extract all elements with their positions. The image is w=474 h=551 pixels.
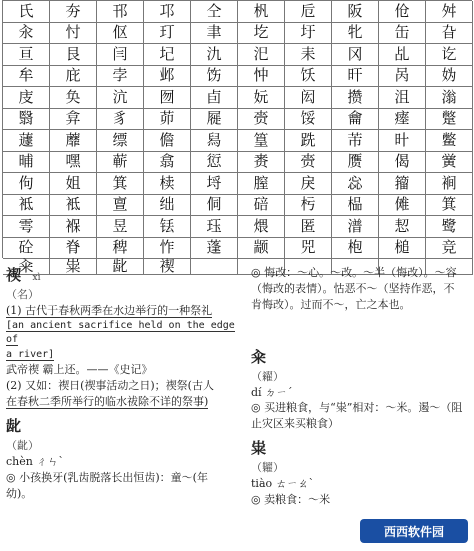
grid-cell: 煨	[238, 216, 285, 238]
grid-cell: 惢	[332, 173, 379, 195]
grid-cell: 匿	[285, 216, 332, 238]
grid-cell: 滃	[426, 87, 473, 109]
grid-cell: 忖	[50, 23, 97, 45]
grid-cell: 旪	[379, 130, 426, 152]
grid-cell: 傩	[379, 195, 426, 217]
grid-cell: 饫	[285, 66, 332, 88]
grid-cell: 雩	[3, 216, 50, 238]
grid-cell: 仝	[191, 1, 238, 23]
entry-headword: 龀	[6, 416, 22, 435]
grid-cell: 榀	[332, 195, 379, 217]
grid-cell: 奂	[50, 87, 97, 109]
definition-line: 在春秋二季所举行的临水祓除不详的祭事)	[6, 395, 209, 408]
grid-cell: 耒	[285, 44, 332, 66]
grid-cell: 圩	[285, 23, 332, 45]
grid-cell: 蕲	[97, 152, 144, 174]
grid-cell: 枹	[332, 238, 379, 260]
grid-cell: 赍	[285, 152, 332, 174]
grid-cell: 佝	[3, 173, 50, 195]
grid-cell: 芾	[332, 130, 379, 152]
grid-cell: 屣	[191, 109, 238, 131]
grid-cell: 儋	[144, 130, 191, 152]
grid-cell: 瘗	[379, 109, 426, 131]
grid-cell: 氏	[3, 1, 50, 23]
definition-line: ◎ 悔改：～心。～改。～半（悔改）。～容	[251, 266, 457, 279]
grid-cell: 闳	[285, 87, 332, 109]
grid-cell: 颛	[238, 238, 285, 260]
grid-cell: 舄	[191, 130, 238, 152]
grid-cell: 邺	[144, 66, 191, 88]
grid-cell: 碚	[238, 195, 285, 217]
grid-cell: 讫	[426, 44, 473, 66]
grid-cell: 呙	[379, 66, 426, 88]
grid-cell: 旰	[332, 66, 379, 88]
grid-cell: 怍	[144, 238, 191, 260]
entry-pinyin: xì	[32, 273, 41, 283]
grid-cell: 竞	[426, 238, 473, 260]
definition-line: （悔改的表情）。怙恶不～（坚持作恶，不	[251, 281, 455, 295]
grid-cell: 蘼	[50, 130, 97, 152]
grid-cell: 槌	[379, 238, 426, 260]
entry-headword: 粜	[251, 439, 267, 458]
grid-cell: 兕	[285, 238, 332, 260]
grid-cell: 愆	[191, 152, 238, 174]
grid-cell: 缥	[97, 130, 144, 152]
grid-cell: 豸	[97, 109, 144, 131]
grid-cell: 玎	[144, 23, 191, 45]
grid-cell: 鹭	[426, 216, 473, 238]
grid-cell: 偈	[379, 152, 426, 174]
definition-line: ◎ 卖粮食：～米	[251, 492, 331, 506]
grid-cell: 绌	[144, 195, 191, 217]
grid-cell: 妫	[426, 66, 473, 88]
definition-line: 肯悔改）。过而不～，亡之本也。	[251, 297, 411, 311]
grid-cell: 馁	[285, 109, 332, 131]
definition-line: a river]	[6, 348, 55, 360]
grid-cell: 蘧	[3, 130, 50, 152]
grid-cell: 冈	[332, 44, 379, 66]
grid-cell: 亘	[3, 44, 50, 66]
grid-cell: 夯	[50, 1, 97, 23]
entry-pinyin: tiào ㄊㄧㄠˋ	[251, 477, 315, 490]
entry-chen	[6, 416, 241, 438]
entry-radical: （糶）	[251, 461, 284, 475]
grid-cell: 牟	[3, 66, 50, 88]
entry-xi	[6, 265, 241, 287]
left-column	[6, 265, 241, 501]
grid-cell: 伛	[97, 23, 144, 45]
grid-cell: 闫	[97, 44, 144, 66]
grid-cell: 跣	[285, 130, 332, 152]
grid-cell: 汆	[3, 23, 50, 45]
grid-cell: 庇	[50, 66, 97, 88]
grid-cell: 伧	[379, 1, 426, 23]
entry-di	[251, 347, 469, 369]
grid-cell: 姐	[50, 173, 97, 195]
grid-cell: 汜	[238, 44, 285, 66]
entry-tiao	[251, 438, 469, 460]
grid-cell: 聿	[191, 23, 238, 45]
grid-cell: 袛	[3, 195, 50, 217]
grid-cell: 铥	[144, 216, 191, 238]
definition-line: 止灾区来买粮食）	[251, 417, 339, 431]
entry-headword: 禊	[6, 266, 22, 284]
entry-radical: （糴）	[251, 369, 284, 383]
grid-cell: 卣	[191, 87, 238, 109]
grid-cell: 珏	[191, 216, 238, 238]
example-line: 武帝禊 霸上还。——《史记》	[6, 363, 153, 377]
entry-radical: （名）	[6, 287, 39, 301]
grid-cell: 旮	[426, 23, 473, 45]
definition-line: 幼)。	[6, 486, 33, 500]
grid-cell: 晡	[3, 152, 50, 174]
grid-cell: 裥	[426, 173, 473, 195]
grid-cell: 牝	[332, 23, 379, 45]
grid-cell: 篁	[238, 130, 285, 152]
grid-cell: 茆	[144, 109, 191, 131]
grid-cell: 膣	[238, 173, 285, 195]
grid-cell: 庋	[3, 87, 50, 109]
grid-cell: 侗	[191, 195, 238, 217]
grid-cell: 攒	[332, 87, 379, 109]
grid-cell: 戾	[285, 173, 332, 195]
grid-cell: 稗	[97, 238, 144, 260]
grid-cell: 昱	[97, 216, 144, 238]
grid-cell: 赝	[332, 152, 379, 174]
grid-cell: 蹩	[426, 109, 473, 131]
grid-cell: 沮	[379, 87, 426, 109]
grid-cell: 椟	[144, 173, 191, 195]
definition-line: [an ancient sacrifice held on the edge of	[6, 319, 235, 346]
grid-cell: 赉	[238, 152, 285, 174]
grid-cell: 囫	[144, 87, 191, 109]
grid-cell: 籴	[3, 259, 50, 275]
grid-cell: 褓	[50, 216, 97, 238]
grid-cell: 缶	[379, 23, 426, 45]
grid-cell: 阪	[332, 1, 379, 23]
entry-radical: （齔）	[6, 438, 39, 452]
grid-cell: 袛	[50, 195, 97, 217]
grid-cell: 赍	[238, 109, 285, 131]
definition-line: (2) 又如：禊日(禊事活动之日)；禊祭(古人	[6, 379, 214, 393]
grid-cell: 卮	[285, 1, 332, 23]
definition-line: (1) 古代于春秋两季在水边举行的一种祭礼	[6, 303, 213, 317]
grid-cell: 翳	[3, 109, 50, 131]
grid-cell: 箕	[97, 173, 144, 195]
grid-cell: 艮	[50, 44, 97, 66]
grid-cell: 舛	[426, 1, 473, 23]
grid-cell: 脊	[50, 238, 97, 260]
grid-cell: 杇	[285, 195, 332, 217]
grid-cell: 饬	[191, 66, 238, 88]
grid-cell: 沆	[97, 87, 144, 109]
grid-cell: 邗	[97, 1, 144, 23]
right-column	[251, 265, 469, 508]
grid-cell: 弇	[50, 109, 97, 131]
grid-cell: 乩	[379, 44, 426, 66]
entry-pinyin: chèn ㄔㄣˋ	[6, 454, 64, 468]
grid-cell: 圪	[238, 23, 285, 45]
grid-cell: 鳖	[426, 130, 473, 152]
grid-cell: 翕	[144, 152, 191, 174]
grid-cell: 恝	[379, 216, 426, 238]
grid-cell: 禊	[144, 259, 191, 275]
grid-cell: 粜	[50, 259, 97, 275]
grid-cell: 埒	[191, 173, 238, 195]
grid-cell: 邛	[144, 1, 191, 23]
grid-cell: 亶	[97, 195, 144, 217]
grid-cell: 嘿	[50, 152, 97, 174]
grid-cell: 龠	[332, 109, 379, 131]
grid-cell: 蓬	[191, 238, 238, 260]
grid-cell: 箕	[426, 195, 473, 217]
grid-cell: 龀	[97, 259, 144, 275]
grid-cell: 砼	[3, 238, 50, 260]
definition-line: ◎ 小孩换牙(乳齿脱落长出恒齿)：童～(年	[6, 470, 208, 484]
grid-cell: 黉	[426, 152, 473, 174]
definition-line: ◎ 买进粮食，与“粜”相对：～米。遏～（阻	[251, 401, 463, 415]
watermark-logo: 西西软件园	[360, 519, 468, 543]
grid-cell: 潽	[332, 216, 379, 238]
grid-cell: 妧	[238, 87, 285, 109]
grid-cell: 圮	[144, 44, 191, 66]
entry-headword: 籴	[251, 347, 267, 366]
grid-cell: 忡	[238, 66, 285, 88]
grid-cell: 氿	[191, 44, 238, 66]
entry-pinyin: dí ㄉㄧˊ	[251, 385, 293, 399]
grid-cell: 籀	[379, 173, 426, 195]
grid-cell: 杋	[238, 1, 285, 23]
grid-cell: 孛	[97, 66, 144, 88]
